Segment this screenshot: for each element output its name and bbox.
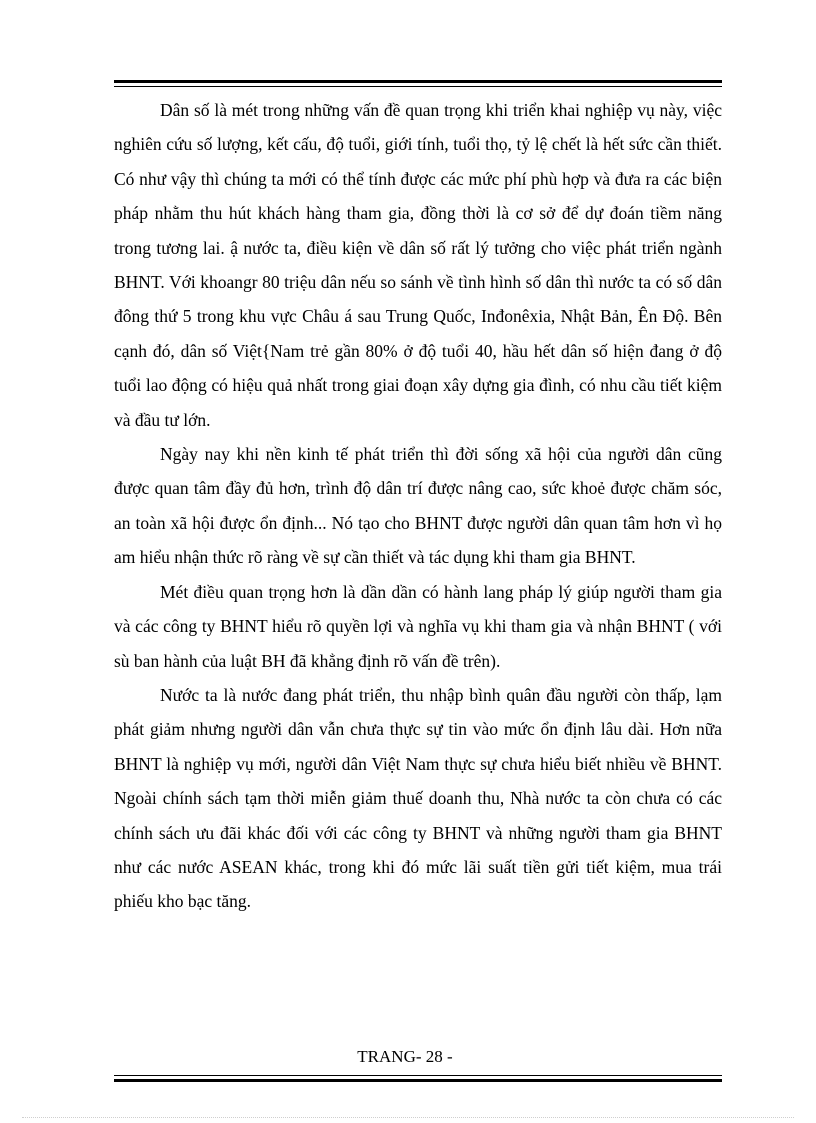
paragraph-3: Mét điều quan trọng hơn là dần dần có hành lang pháp lý giúp người tham gia và các công ty BHNT hiểu rõ quyền lợi và nghĩa vụ khi tham gia và nhận BHNT ( với sù ban hành của luật BH đã khẳng định rõ vấn đề trên).: [114, 581, 722, 671]
header-rule-thick: [114, 80, 722, 83]
paragraph-1: Dân số là mét trong những vấn đề quan trọng khi triển khai nghiệp vụ này, việc nghiên cứu số lượng, kết cấu, độ tuổi, giới tính, tuổi thọ, tỷ lệ chết là hết sức cần thiết. Có như vậy thì chúng ta mới có thể tính được các mức phí phù hợp và đưa ra các biện pháp nhằm thu hút khách hàng tham gia, đồng thời là cơ sở để dự đoán tiềm năng trong tương lai. ậ nước ta, điều kiện về dân số rất lý tưởng cho việc phát triển ngành BHNT. Với khoangr 80 triệu dân nếu so sánh về tình hình số dân thì nước ta có số dân đông thứ 5 trong khu vực Châu á sau Trung Quốc, Inđonêxia, Nhật Bản, Ên Độ. Bên cạnh đó, dân số Việt{Nam trẻ gần 80% ở độ tuổi 40, hầu hết dân số hiện đang ở độ tuổi lao động có hiệu quả nhất trong giai đoạn xây dựng gia đình, có nhu cầu tiết kiệm và đầu tư lớn.: [114, 100, 722, 430]
page-number: TRANG- 28 -: [357, 1047, 453, 1066]
paragraph-2: Ngày nay khi nền kinh tế phát triển thì đời sống xã hội của người dân cũng được quan tâm đầy đủ hơn, trình độ dân trí được nâng cao, sức khoẻ được chăm sóc, an toàn xã hội được ổn định... Nó tạo cho BHNT được người dân quan tâm hơn vì họ am hiểu nhận thức rõ ràng về sự cần thiết và tác dụng khi tham gia BHNT.: [114, 444, 722, 568]
page-body: [114, 93, 722, 919]
page-edge-dotted-line: [22, 1117, 794, 1118]
paragraph-4: Nước ta là nước đang phát triển, thu nhập bình quân đầu người còn thấp, lạm phát giảm nhưng người dân vẫn chưa thực sự tin vào mức ổn định lâu dài. Hơn nữa BHNT là nghiệp vụ mới, người dân Việt Nam thực sự chưa hiểu biết nhiều về BHNT. Ngoài chính sách tạm thời miễn giảm thuế doanh thu, Nhà nước ta còn chưa có các chính sách ưu đãi khác đối với các công ty BHNT và những người tham gia BHNT như các nước ASEAN khác, trong khi đó mức lãi suất tiền gửi tiết kiệm, mua trái phiếu kho bạc tăng.: [114, 684, 722, 912]
footer-rule-thick: [114, 1079, 722, 1082]
header-rule-thin: [114, 86, 722, 87]
footer-rule-thin: [114, 1075, 722, 1076]
